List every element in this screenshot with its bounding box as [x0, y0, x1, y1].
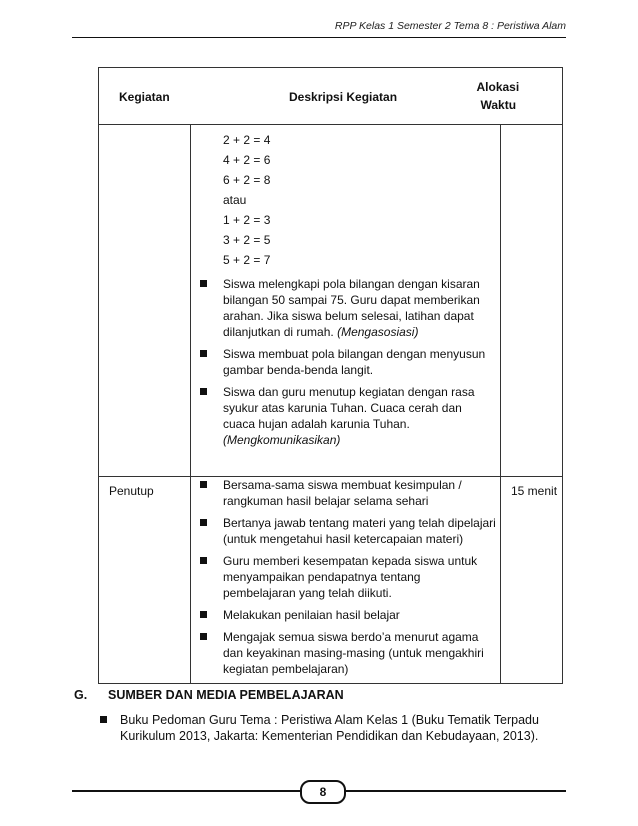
penutup-bullet-list: [191, 477, 500, 677]
kegiatan-cell-empty: [99, 125, 191, 477]
list-item: [191, 629, 500, 677]
source-list: [100, 712, 560, 744]
activity-table: [98, 67, 563, 684]
equation-line: 4 + 2 = 6: [223, 153, 271, 167]
running-header: RPP Kelas 1 Semester 2 Tema 8 : Peristiwa Alam: [334, 20, 566, 32]
equation-list: [191, 125, 500, 270]
column-header-alokasi: Alokasi: [476, 80, 520, 94]
column-header-kegiatan: Kegiatan: [119, 90, 170, 104]
source-item: Buku Pedoman Guru Tema : Peristiwa Alam Kelas 1 (Buku Tematik Terpadu Kurikulum 2013, Jakarta: Kementerian Pendidikan dan Kebudayaan, 2013).: [120, 713, 539, 743]
equation-line: 6 + 2 = 8: [223, 173, 271, 187]
section-title: SUMBER DAN MEDIA PEMBELAJARAN: [108, 688, 344, 702]
penutup-label: Penutup: [109, 484, 154, 498]
list-item: [191, 477, 500, 509]
footer-rule-left: [72, 790, 302, 792]
equation-line: 1 + 2 = 3: [223, 213, 271, 227]
deskripsi-cell-penutup: [191, 477, 501, 684]
list-item: [191, 346, 500, 378]
bullet-text: Melakukan penilaian hasil belajar: [223, 608, 400, 622]
deskripsi-cell-inti: [191, 125, 501, 477]
bullet-text: Bertanya jawab tentang materi yang telah dipelajari (untuk mengetahui hasil ketercapaian materi): [223, 516, 496, 546]
page-number: 8: [300, 780, 346, 804]
bullet-text: Bersama-sama siswa membuat kesimpulan / rangkuman hasil belajar selama sehari: [223, 478, 462, 508]
square-bullet-icon: [200, 519, 207, 526]
column-header-waktu: Waktu: [480, 98, 517, 112]
table-row-inti: [99, 125, 563, 477]
section-letter: G.: [74, 688, 88, 702]
list-item: [191, 515, 500, 547]
footer-rule-right: [340, 790, 566, 792]
alokasi-cell-empty: [501, 125, 563, 477]
equation-connector: atau: [223, 193, 247, 207]
square-bullet-icon: [100, 716, 107, 723]
list-item: [191, 607, 500, 623]
bullet-tag: (Mengasosiasi): [337, 325, 419, 339]
equation-line: 5 + 2 = 7: [223, 253, 271, 267]
table-row-penutup: [99, 477, 563, 684]
list-item: [191, 276, 500, 340]
bullet-text: Guru memberi kesempatan kepada siswa untuk menyampaikan pendapatnya tentang pembelajaran yang telah diikuti.: [223, 554, 478, 600]
bullet-tag: (Mengkomunikasikan): [223, 433, 341, 447]
header-rule: [72, 37, 566, 38]
table-header-right: [476, 68, 563, 125]
bullet-text: Mengajak semua siswa berdo’a menurut agama dan keyakinan masing-masing (untuk mengakhiri kegiatan pembelajaran): [223, 630, 484, 676]
list-item: [191, 553, 500, 601]
square-bullet-icon: [200, 280, 207, 287]
alokasi-cell-penutup: [501, 477, 563, 684]
square-bullet-icon: [200, 611, 207, 618]
list-item: [191, 384, 500, 448]
square-bullet-icon: [200, 388, 207, 395]
bullet-text: Siswa dan guru menutup kegiatan dengan rasa syukur atas karunia Tuhan. Cuaca cerah dan cuaca hujan adalah karunia Tuhan.: [223, 385, 475, 431]
square-bullet-icon: [200, 481, 207, 488]
column-header-deskripsi: Deskripsi Kegiatan: [289, 90, 398, 104]
square-bullet-icon: [200, 557, 207, 564]
kegiatan-cell-penutup: [99, 477, 191, 684]
table-header-row: [99, 68, 563, 125]
table-header-left: [99, 68, 501, 125]
equation-line: 3 + 2 = 5: [223, 233, 271, 247]
square-bullet-icon: [200, 633, 207, 640]
section-heading: [74, 688, 344, 702]
bullet-text: Siswa membuat pola bilangan dengan menyusun gambar benda-benda langit.: [223, 347, 486, 377]
square-bullet-icon: [200, 350, 207, 357]
equation-line: 2 + 2 = 4: [223, 133, 271, 147]
inti-bullet-list: [191, 276, 500, 448]
bullet-text: Siswa melengkapi pola bilangan dengan kisaran bilangan 50 sampai 75. Guru dapat memberikan arahan. Jika siswa belum selesai, latihan dapat dilanjutkan di rumah.: [223, 277, 480, 339]
alokasi-value: 15 menit: [511, 484, 558, 498]
